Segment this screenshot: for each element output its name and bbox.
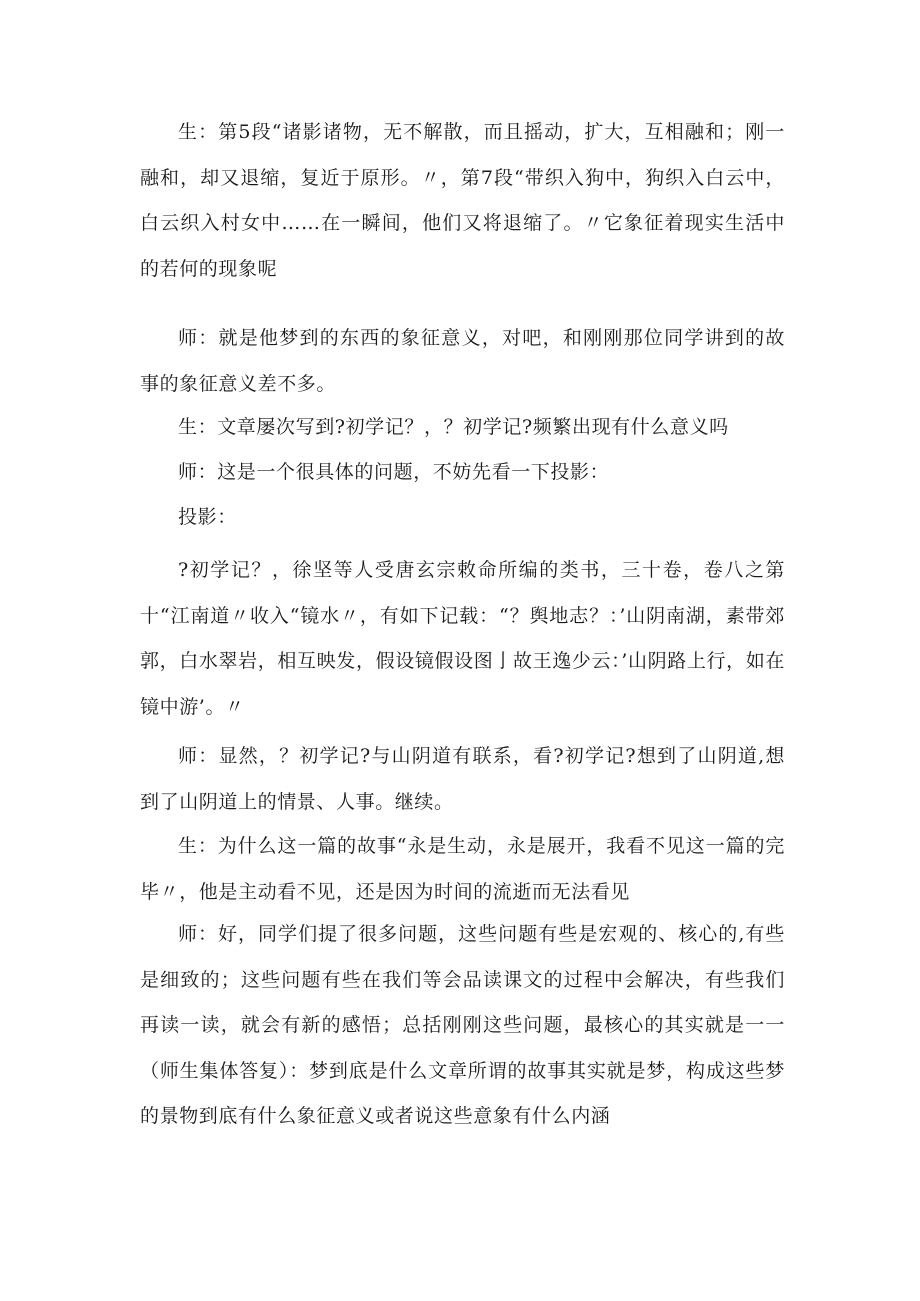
paragraph-teacher-reply-2: 师：这是一个很具体的问题，不妨先看一下投影： (178, 461, 610, 483)
paragraph-student-question-2: 生：文章屡次写到?初学记？，？初学记?频繁出现有什么意义吗 (178, 416, 729, 438)
paragraph-teacher-summary: 师：好，同学们提了很多问题，这些问题有些是宏观的、核心的,有些是细致的；这些问题有些在我们等会品读课文的过程中会解决，有些我们再读一读，就会有新的感悟；总括刚刚这些问题，最核心的其实就是一一（师生集体答复）：梦到底是什么文章所谓的故事其实就是梦，构成这些梦的景物到底有什么象征意义或者说这些意象有什么内涵 (140, 923, 785, 1127)
paragraph-student-question-1: 生：第5段“诸影诸物，无不解散，而且摇动，扩大，互相融和；刚一融和，却又退缩，复近于原形。〃，第7段“带织入狗中，狗织入白云中，白云织入村女中……在一瞬间，他们又将退缩了。〃它象征着现实生活中的若何的现象呢 (140, 121, 785, 280)
paragraph-teacher-reply-1: 师：就是他梦到的东西的象征意义，对吧，和刚刚那位同学讲到的故事的象征意义差不多。 (140, 327, 785, 395)
paragraph-teacher-reply-3: 师：显然，？初学记?与山阴道有联系，看?初学记?想到了山阴道,想到了山阴道上的情景、人事。继续。 (140, 745, 785, 813)
paragraph-projection-content: ?初学记？，徐坚等人受唐玄宗敕命所编的类书，三十卷，卷八之第十“江南道〃收入“镜水〃，有如下记载：“？舆地志？：’山阴南湖，素带郊郭，白水翠岩，相互映发，假设镜假设图亅故王逸少云：’山阴路上行，如在镜中游’。〃 (140, 559, 785, 718)
paragraph-student-question-3: 生：为什么这一篇的故事“永是生动，永是展开，我看不见这一篇的完毕〃，他是主动看不见，还是因为时间的流逝而无法看见 (140, 835, 785, 903)
paragraph-projection-label: 投影： (178, 506, 237, 528)
